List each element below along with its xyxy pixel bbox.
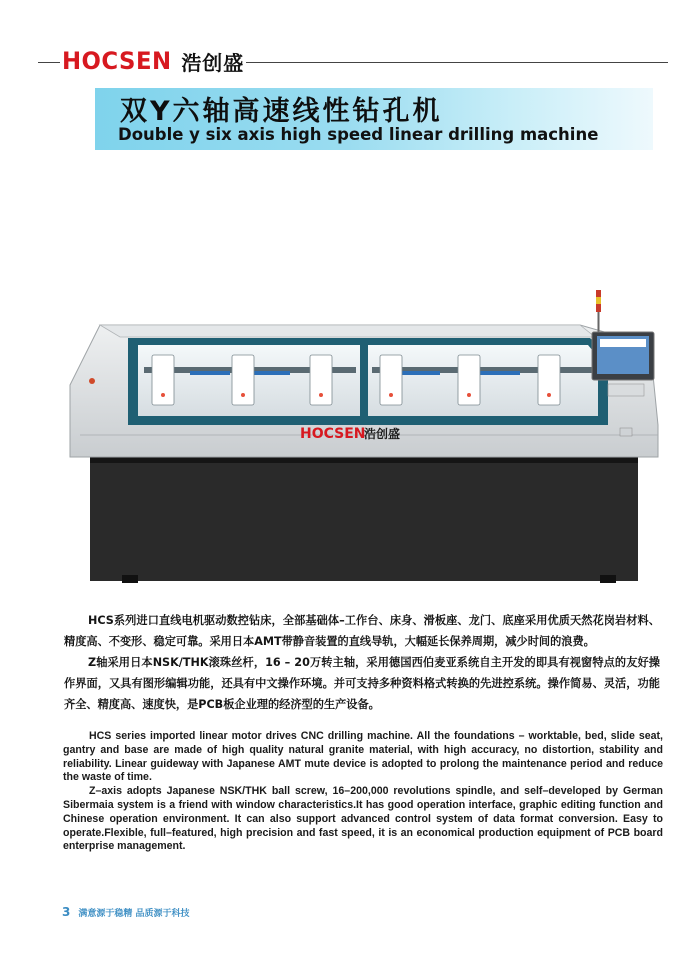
footer-slogan: 满意源于稳精 品质源于科技 — [78, 908, 190, 919]
emergency-stop-button — [89, 378, 95, 384]
page-number: 3 — [62, 905, 71, 919]
drilling-machine-illustration — [60, 285, 670, 590]
description-cn-para-1: HCS系列进口直线电机驱动数控钻床，全部基础体–工作台、床身、滑板座、龙门、底座采用优质天然花岗岩材料、精度高、不变形、稳定可靠。采用日本AMT带静音装置的直线导轨，大幅延长保养周期，减少时间的浪费。 — [64, 614, 660, 648]
description-en-para-2: Z–axis adopts Japanese NSK/THK ball screw, 16–200,000 revolutions spindle, and self–developed by German Sibermaia system is a friend with window characteristics.It has good operation interface, graphic editing function and Chinese operation environment. It can also support advanced control system of data format conversion. Easy to operate.Flexible, full–featured, high precision and fast speed, it is an economical production equipment of PCB board enterprise management. — [63, 785, 663, 853]
header-rule-left — [38, 62, 60, 63]
description-en — [63, 730, 663, 854]
machine-base — [90, 453, 638, 581]
description-en-para-1: HCS series imported linear motor drives CNC drilling machine. All the foundations – worktable, bed, slide seat, gantry and base are made of high quality natural granite material, with high accuracy, no distortion, stability and reliability. Linear guideway with Japanese AMT mute device is adopted to prolong the maintenance period and reduce the waste of time. — [63, 730, 663, 784]
control-keyboard — [608, 384, 644, 396]
logo-text-en: HOCSEN — [62, 47, 172, 75]
description-cn — [64, 610, 660, 715]
brand-logo — [62, 46, 244, 76]
logo-text-cn: 浩创盛 — [181, 50, 245, 75]
page-title-en: Double y six axis high speed linear drilling machine — [118, 125, 599, 144]
machine-brand-en: HOCSEN — [300, 426, 366, 442]
page-footer — [62, 905, 190, 919]
page-title-cn: 双Y六轴高速线性钻孔机 — [120, 96, 443, 127]
machine-brand-cn: 浩创盛 — [364, 427, 401, 441]
header-rule-right — [246, 62, 668, 63]
description-cn-para-2: Z轴采用日本NSK/THK滚珠丝杆，16 – 20万转主轴，采用德国西伯麦亚系统自主开发的即具有视窗特点的友好操作界面，又具有图形编辑功能，还具有中文操作环境。并可支持多种资料格式转换的先进控系统。操作简易、灵活，功能齐全、精度高、速度快，是PCB板企业理的经济型的生产设备。 — [64, 656, 660, 711]
glass-panel-right — [368, 345, 598, 416]
